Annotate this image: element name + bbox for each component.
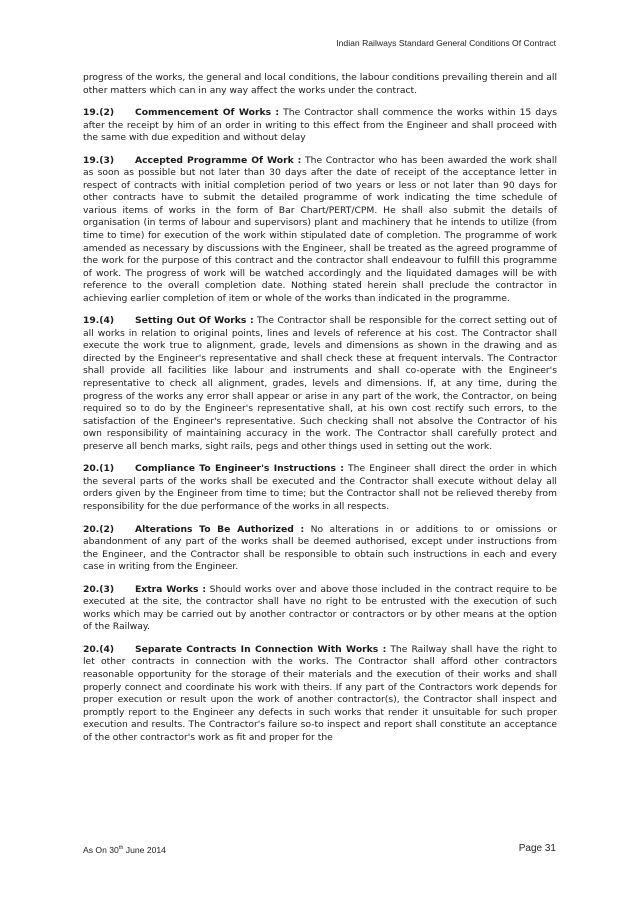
clause-text: The Contractor shall be responsible for the correct setting out of all works in relation to original points, lines and levels of reference at his cost. The Contractor shall execute the work true to alignment, grade, levels and dimensions as shown in the drawing and as directed by the Engineer's representative and shall check these at frequent intervals. The Contractor shall provide all facilities like labour and instruments and shall co-operate with the Engineer's representative to check all alignment, grades, levels and dimensions. If, at any time, during the progress of the works any error shall appear or arise in any part of the work, the Contractor, on being required so to do by the Engineer's representative shall, at his own cost rectify such errors, to the satisfaction of the Engineer's representative. Such checking shall not absolve the Contractor of his own responsibility of maintaining accuracy in the work. The Contractor shall carefully protect and preserve all bench marks, sight rails, pegs and other things used in setting out the work. [83,315,557,452]
clause-title: Compliance To Engineer's Instructions : [135,463,344,475]
running-header: Indian Railways Standard General Conditions Of Contract [336,38,556,48]
clause-20-3 [83,584,557,634]
clause-text: The Contractor who has been awarded the work shall as soon as possible but not later than 30 days after the date of receipt of the acceptance letter in respect of contracts with initial completion period of two years or less or not later than 90 days for other contracts have to submit the detailed programme of work indicating the time schedule of various items of works in the form of Bar Chart/PERT/CPM. He shall also submit the details of organisation (in terms of labour and supervisors) plant and machinery that he intends to utilize (from time to time) for execution of the work within stipulated date of completion. The programme of work amended as necessary by discussions with the Engineer, shall be treated as the agreed programme of the work for the purpose of this contract and the contractor shall endeavour to fulfill this programme of work. The progress of work will be watched accordingly and the liquidated damages will be with reference to the overall completion date. Nothing stated herein shall preclude the contractor in achieving earlier completion of item or whole of the works than indicated in the programme. [83,154,558,304]
clause-text: The Railway shall have the right to let other contracts in connection with the works. The Contractor shall afford other contractors reasonable opportunity for the storage of their materials and the execution of their works and shall properly connect and coordinate his work with theirs. If any part of the Contractors work depends for proper execution or result upon the work of another contractor(s), the Contractor shall inspect and promptly report to the Engineer any defects in such works that render it unsuitable for such proper execution and results. The Contractor's failure so-to inspect and report shall constitute an acceptance of the other contractor's work as fit and proper for the [83,643,557,743]
page-number: Page 31 [518,843,556,854]
clause-title: Extra Works : [135,583,207,595]
clause-title: Separate Contracts In Connection With Works : [135,643,387,655]
clause-20-2 [83,524,557,574]
clause-title: Commencement Of Works : [135,107,280,119]
clause-text: The Contractor shall commence the works within 15 days after the receipt by him of an order in writing to this effect from the Engineer and shall proceed with the same with due expedition and without delay [83,107,557,144]
clause-number: 19.(2) [83,107,115,119]
clause-title: Accepted Programme Of Work : [135,154,302,166]
intro-paragraph: progress of the works, the general and local conditions, the labour conditions prevailing therein and all other matters which can in any way affect the works under the contract. [83,72,557,96]
clause-19-4 [83,315,557,453]
clause-19-2 [83,107,557,145]
clause-number: 20.(2) [83,523,115,535]
clause-text: The Engineer shall direct the order in which the several parts of the works shall be executed and the Contractor shall execute without delay all orders given by the Engineer from time to time; but the Contractor shall not be relieved thereby from responsibility for the due performance of the works in all respects. [83,463,557,512]
clause-20-4 [83,644,557,744]
clause-19-3 [83,155,557,306]
clause-number: 20.(1) [83,463,115,475]
clause-title: Alterations To Be Authorized : [135,523,305,535]
clause-title: Setting Out Of Works : [135,315,254,327]
clause-20-1 [83,463,557,513]
clause-number: 19.(4) [83,315,115,327]
clause-number: 19.(3) [83,154,115,166]
clause-number: 20.(4) [83,643,115,655]
document-body [83,72,557,754]
clause-text: Should works over and above those included in the contract require to be executed at the site, the contractor shall have no right to be entrusted with the execution of such works which may be carried out by another contractor or contractors or by other means at the option of the Railway. [83,583,557,633]
footer-date: As On 30th June 2014 [83,845,166,855]
clause-text: No alterations in or additions to or omissions or abandonment of any part of the works shall be deemed authorised, except under instructions from the Engineer, and the Contractor shall be responsible to obtain such instructions in each and every case in writing from the Engineer. [83,523,557,573]
clause-number: 20.(3) [83,583,115,595]
